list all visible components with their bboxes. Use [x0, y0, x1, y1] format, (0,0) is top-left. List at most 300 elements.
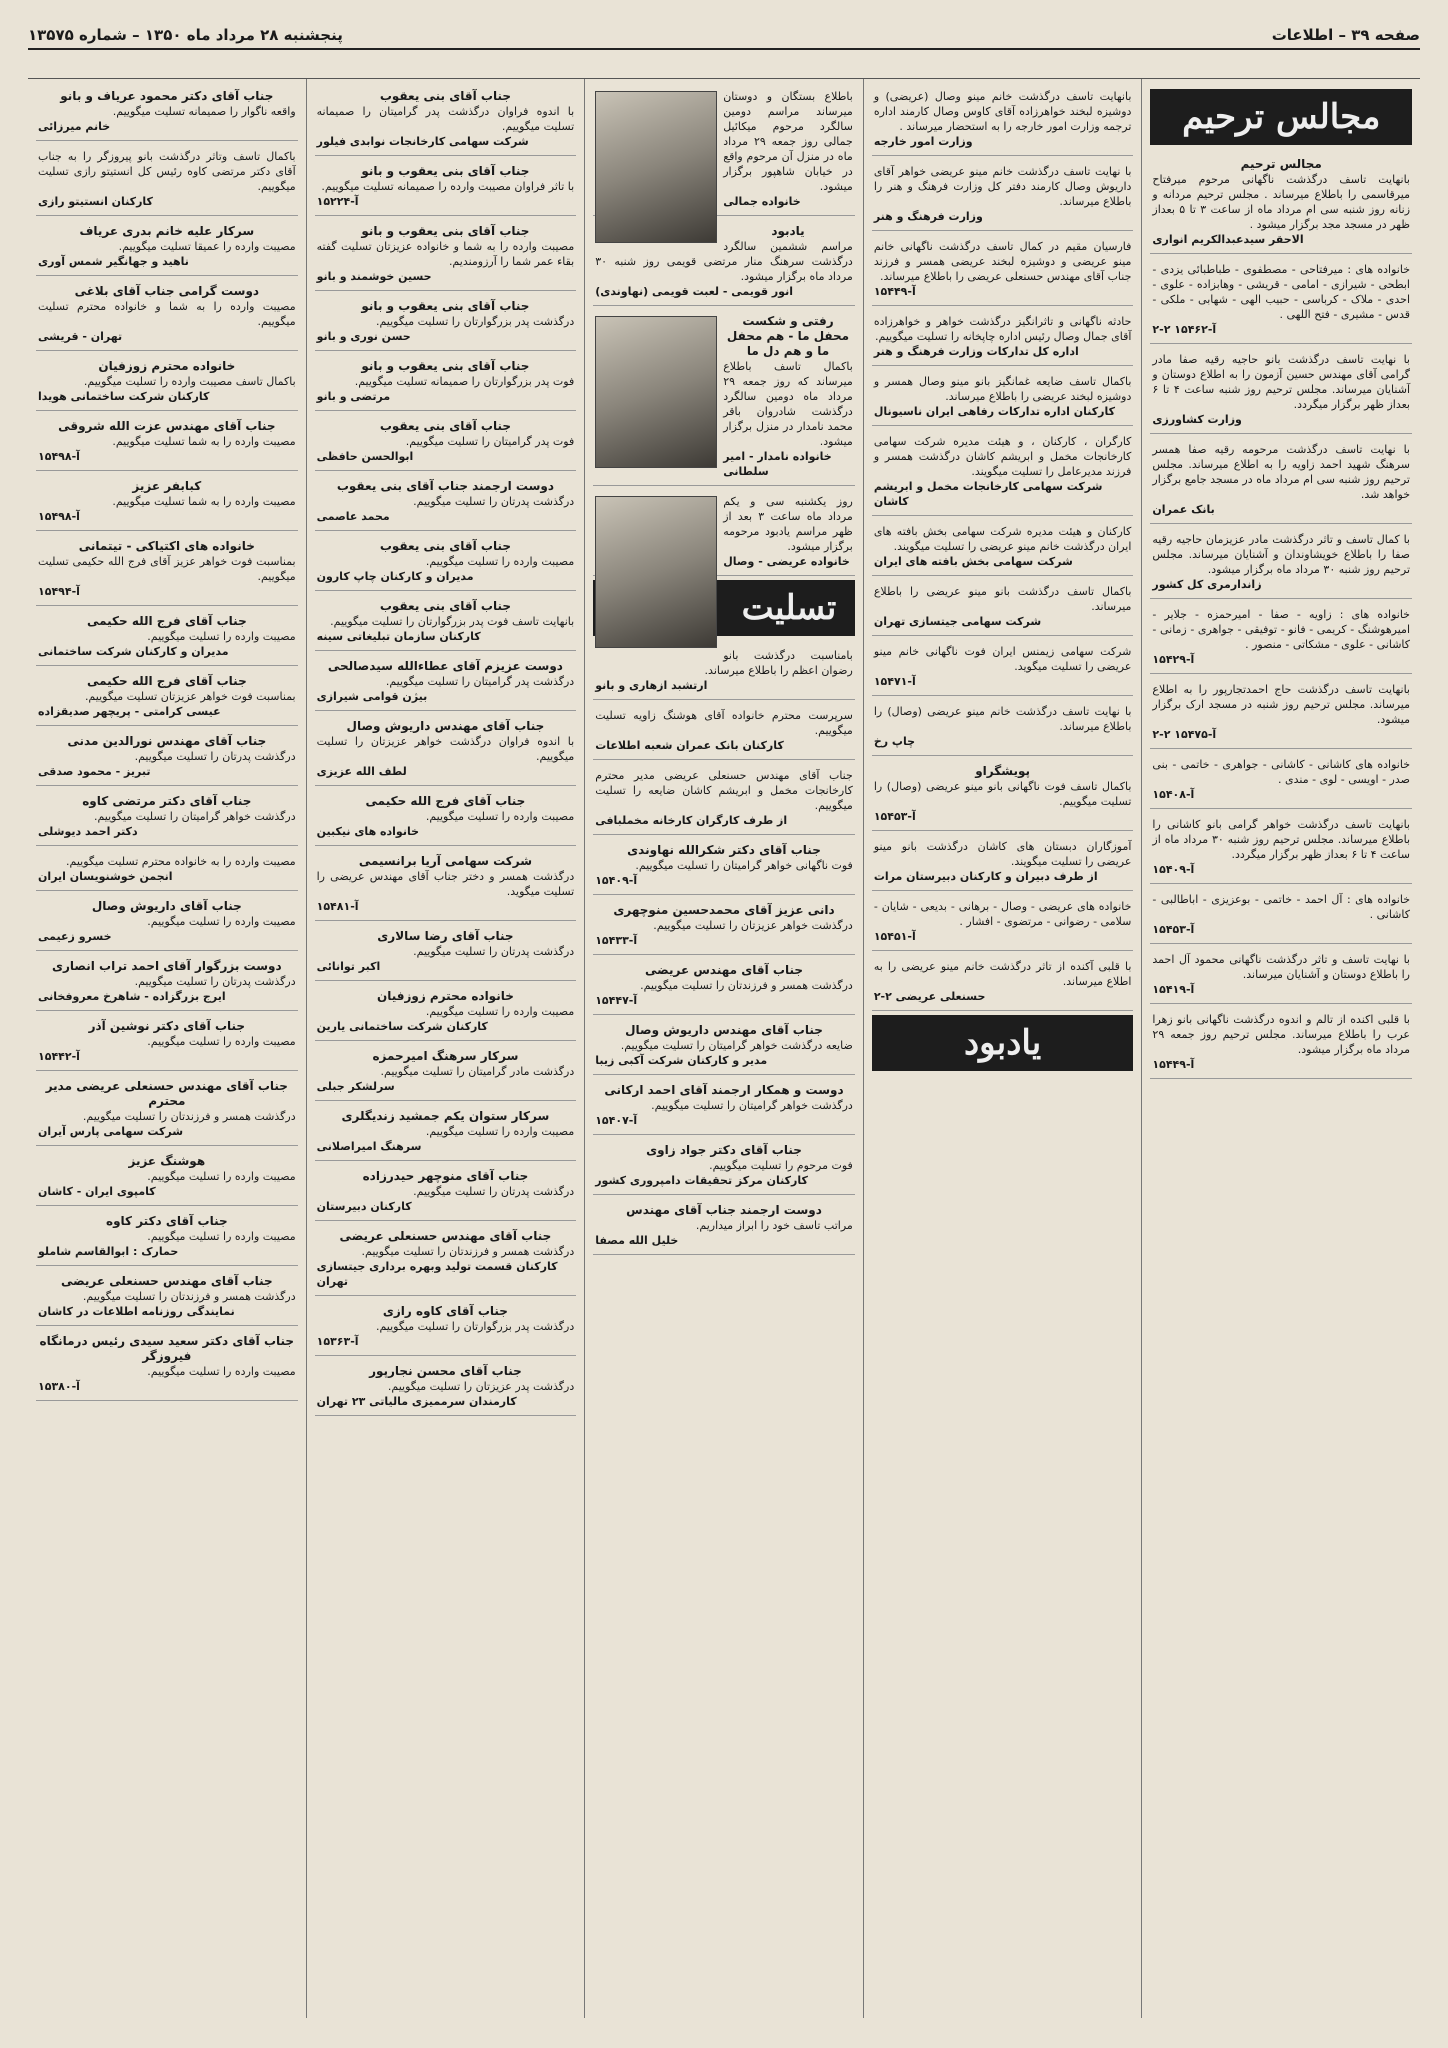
- notice: [36, 145, 298, 216]
- notice-title: جناب آقای محسن نجارپور: [369, 1364, 522, 1378]
- notice-signature: ابوالحسن حافظی: [316, 450, 414, 463]
- notice-signature: کارکنان شرکت ساختمانی یارین: [316, 1020, 488, 1033]
- notice: [872, 760, 1134, 831]
- notice-text: با کمال تاسف و تاثر درگذشت مادر عزیزمان حاجیه رقیه صفا را باطلاع خویشاوندان و آشنایان میرساند. مجلس ترحیم روز شنبه ۳۰ مرداد ماه برگزار میشود.: [1152, 533, 1410, 576]
- notice-text: شرکت سهامی زیمنس ایران فوت ناگهانی خانم مینو عریضی را تسلیت میگوید.: [873, 645, 1132, 673]
- notice-text: سرپرست محترم خانواده آقای هوشنگ زاویه تسلیت میگوییم.: [595, 709, 853, 737]
- notice-signature: آ-۱۵۲۲۴: [316, 195, 359, 208]
- notice: [315, 655, 577, 711]
- notice-title: جناب آقای بنی یعقوب و بانو: [361, 299, 530, 313]
- notice-signature: خانم میرزائی: [38, 120, 111, 133]
- banner-majales: مجالس ترحیم: [1150, 89, 1412, 145]
- notice-text: درگذشت مادر گرامیتان را تسلیت میگوییم.: [380, 1065, 575, 1078]
- notice-title: شرکت سهامی آریا برانسیمی: [358, 854, 533, 868]
- notice-text: مصیبت وارده را تسلیت میگوییم.: [425, 810, 575, 823]
- notice: [593, 1199, 855, 1255]
- notice-title: هوشنگ عزیز: [128, 1154, 206, 1168]
- notice: [315, 1300, 577, 1356]
- notice: [315, 595, 577, 651]
- notice-signature: کارکنان انستیتو رازی: [38, 195, 153, 208]
- notice-signature: آ-۱۵۴۴۲: [38, 1050, 80, 1063]
- notice-title: جناب آقای دکتر نوشین آذر: [88, 1019, 246, 1033]
- notice-title: جناب آقای دکتر مرتضی کاوه: [82, 794, 252, 808]
- notice: [315, 295, 577, 351]
- portrait-photo: [595, 91, 717, 243]
- notice-text: مراسم ششمین سالگرد درگذشت سرهنگ منار مرتضی قویمی روز شنبه ۳۰ مرداد ماه برگزار میشود.: [595, 240, 853, 283]
- notice: [593, 490, 855, 576]
- notice: [315, 715, 577, 786]
- notice-text: بانهایت تاسف درگذشت خانم مینو وصال (عریضی) و دوشیزه لبخند خواهرزاده آقای کاوس وصال کارمند اداره ترجمه وزارت امور خارجه را به استحضار میرساند .: [873, 90, 1132, 133]
- notice-title: جناب آقای رضا سالاری: [377, 929, 514, 943]
- notice-text: با نهایت تاسف درگذشت بانو حاجیه رقیه صفا مادر گرامی آقای مهندس حسین آزمون را به اطلاع دوستان و آشنایان میرساند. مجلس ترحیم روز شنبه ساعت ۴ تا ۶ بعداز ظهر برگزار میگردد.: [1152, 353, 1410, 411]
- notice-text: مصیبت وارده را به شما و خانواده عزیزتان تسلیت گفته بقاء عمر شما را آرزومندیم.: [316, 240, 575, 268]
- notice-text: بانهایت تاسف درگذشت حاج احمدتجارپور را به اطلاع میرساند. مجلس ترحیم روز شنبه در مسجد ارک برگزار میشود.: [1152, 683, 1410, 726]
- notice-text: مصیبت وارده را به شما تسلیت میگوییم.: [112, 495, 296, 508]
- notice-text: ضایعه درگذشت خواهر گرامیتان را تسلیت میگوییم.: [620, 1039, 853, 1052]
- notice-signature: مدیران و کارکنان چاپ کارون: [316, 570, 474, 583]
- notice-text: درگذشت پدرتان را تسلیت میگوییم.: [134, 750, 296, 763]
- notice-title: سرکار ستوان یکم جمشید زندیگلری: [341, 1109, 550, 1123]
- notice-text: باکمال تاسف مصیبت وارده را تسلیت میگوییم.: [83, 375, 296, 388]
- column-5: [28, 79, 306, 2018]
- notice-signature: سرهنگ امیراصلانی: [316, 1140, 422, 1153]
- notice-title: جناب آقای مهندس عزت الله شروقی: [58, 419, 276, 433]
- notice-signature: کارکنان سازمان تبلیغاتی سینه: [316, 630, 481, 643]
- notice: [36, 85, 298, 141]
- notice-signature: خسرو زعیمی: [38, 930, 112, 943]
- notice: [315, 1045, 577, 1101]
- notice-signature: آ-۱۵۴۹۸: [38, 510, 80, 523]
- notice: [315, 850, 577, 921]
- notice: [1150, 948, 1412, 1004]
- notice: [315, 220, 577, 291]
- notice-signature: از طرف کارگران کارخانه مخملبافی: [595, 814, 788, 827]
- notice-signature: لطف الله عزیزی: [316, 765, 407, 778]
- notice-text: درگذشت پدرتان را تسلیت میگوییم.: [413, 495, 575, 508]
- column-2: [863, 79, 1142, 2018]
- notice: [872, 895, 1134, 951]
- notice-title: جناب آقای فرج الله حکیمی: [365, 794, 526, 808]
- notice: [36, 535, 298, 606]
- notice-title: جناب آقای مهندس عریضی: [645, 963, 804, 977]
- notice-title: مجالس ترحیم: [1240, 157, 1322, 171]
- notice: [593, 644, 855, 700]
- notice-signature: عیسی کرامتی - پریچهر صدیقزاده: [38, 705, 221, 718]
- notice-signature: بانک عمران: [1152, 503, 1215, 516]
- notice: [1150, 258, 1412, 344]
- notice-title: جناب آقای دکتر کاوه: [106, 1214, 228, 1228]
- notice-signature: آ-۱۵۴۸۱: [316, 900, 359, 913]
- notice-text: روز یکشنبه سی و یکم مرداد ماه ساعت ۳ بعد از ظهر مراسم یادبود مرحومه برگزار میشود.: [723, 495, 853, 553]
- notice-signature: نمایندگی روزنامه اطلاعات در کاشان: [38, 1305, 235, 1318]
- notice-signature: آ-۱۵۴۰۹: [1152, 863, 1195, 876]
- notice-signature: بیژن قوامی شیرازی: [316, 690, 428, 703]
- notice-signature: کارکنان مرکز تحقیقات دامپروری کشور: [595, 1174, 808, 1187]
- notice: [315, 535, 577, 591]
- notice-title: کبابفر عزیز: [132, 479, 202, 493]
- notice-signature: آ-۱۵۳۶۳: [316, 1335, 359, 1348]
- portrait-photo: [595, 316, 717, 468]
- notice-title: سرکار سرهنگ امیرحمزه: [372, 1049, 519, 1063]
- notice-signature: ایرج بزرگزاده - شاهرخ معروفخانی: [38, 990, 226, 1003]
- notice: [36, 220, 298, 276]
- notice-text: بمناسبت فوت خواهر عزیزتان تسلیت میگوییم.: [84, 690, 296, 703]
- notice: [36, 895, 298, 951]
- notice: [593, 310, 855, 486]
- notice-signature: سرلشکر جبلی: [316, 1080, 395, 1093]
- notice: [36, 415, 298, 471]
- notice-text: بمناسبت فوت خواهر عزیز آقای فرج الله حکیمی تسلیت میگوییم.: [38, 555, 296, 583]
- notice-title: جناب آقای بنی یعقوب و بانو: [361, 224, 530, 238]
- column-4: [306, 79, 585, 2018]
- notice-signature: آ-۱۵۴۷۵ ۲-۲: [1152, 728, 1217, 741]
- notice-text: مصیبت وارده را به شما تسلیت میگوییم.: [112, 435, 296, 448]
- notice-signature: حمارک : ابوالقاسم شاملو: [38, 1245, 179, 1258]
- header-right: صفحه ۳۹ – اطلاعات: [1271, 26, 1420, 44]
- notice: [36, 610, 298, 666]
- notice-text: خانواده های : زاویه - صفا - امیرحمزه - جلایر - امیرهوشنگ - کریمی - فانو - توفیقی - جواهری - زمانی - کاشانی - علوی - مشکاتی - منصور .: [1152, 608, 1410, 651]
- notice: [36, 475, 298, 531]
- notice: [36, 280, 298, 351]
- notice: [593, 764, 855, 835]
- notice: [1150, 813, 1412, 884]
- notice-text: فوت پدر گرامیتان را تسلیت میگوییم.: [405, 435, 575, 448]
- notice-title: خانواده محترم زوزفیان: [98, 359, 236, 373]
- notice-title: جناب آقای مهندس حسنعلی عریضی مدیر محترم: [45, 1079, 288, 1108]
- notice-text: بامناسبت درگذشت بانو رضوان اعظم را باطلاع میرساند.: [704, 649, 853, 677]
- notice-signature: شرکت سهامی کارخانجات مخمل و ابریشم کاشان: [873, 480, 1103, 508]
- notice-text: مراتب تاسف خود را ابراز میداریم.: [695, 1219, 853, 1232]
- notice-title: دوست و همکار ارجمند آقای احمد ارکانی: [604, 1083, 844, 1097]
- notice: [36, 1075, 298, 1146]
- notice-signature: آ-۱۵۴۰۹: [595, 874, 638, 887]
- notice-text: فارسیان مقیم در کمال تاسف درگذشت ناگهانی خانم مینو عریضی و دوشیزه لبخند عریضی همسر و فرزند جناب آقای مهندس حسنعلی عریضی را باطلاع میرساند.: [873, 240, 1132, 283]
- notice-signature: خانواده جمالی: [723, 195, 801, 208]
- column-3: [584, 79, 863, 2018]
- notice-signature: کارمندان سرممیزی مالیاتی ۲۳ تهران: [316, 1395, 517, 1408]
- notice-title: جناب آقای بنی یعقوب: [379, 419, 511, 433]
- notice-title: رفتی و شکست محفل ما - هم محفل ما و هم دل ما: [726, 314, 850, 358]
- notice-text: خانواده های : میرفتاحی - مصطفوی - طباطبائی یزدی - ابطحی - شیرازی - امامی - قریشی - وهابزاده - علوی - احدی - ملاک - کرباسی - حبیب الهی - شهابی - ملکی - قدس - مشیری - فتح اللهی .: [1152, 263, 1410, 321]
- notice: [593, 839, 855, 895]
- notice-text: درگذشت خواهر عزیزتان را تسلیت میگوییم.: [653, 919, 853, 932]
- notice: [36, 790, 298, 846]
- notice-title: یادبود: [771, 224, 805, 238]
- notice: [1150, 603, 1412, 674]
- page-header: [28, 22, 1420, 50]
- notice-text: درگذشت پدرتان را تسلیت میگوییم.: [413, 945, 575, 958]
- notice: [315, 1360, 577, 1416]
- notice: [36, 955, 298, 1011]
- notice: [593, 704, 855, 760]
- notice-title: جناب آقای دکتر شکرالله نهاوندی: [627, 843, 821, 857]
- notice-text: جناب آقای مهندس حسنعلی عریضی مدیر محترم کارخانجات مخمل و ابریشم کاشان ضایعه را تسلیت میگوییم.: [595, 769, 853, 812]
- notice-title: دوست بزرگوار آقای احمد تراب انصاری: [52, 959, 282, 973]
- notice-title: دانی عزیز آقای محمدحسین منوچهری: [613, 903, 835, 917]
- notice-signature: چاپ رخ: [873, 735, 916, 748]
- notice-text: باکمال تاسف ضایعه غمانگیز بانو مینو وصال همسر و دوشیزه لبخند عریضی را باطلاع میرساند.: [873, 375, 1132, 403]
- notice: [872, 580, 1134, 636]
- notice-text: مصیبت وارده را تسلیت میگوییم.: [425, 1005, 575, 1018]
- notice-title: دوست ارجمند جناب آقای بنی یعقوب: [336, 479, 555, 493]
- notice-text: درگذشت همسر و دختر جناب آقای مهندس عریضی را تسلیت میگوید.: [316, 870, 575, 898]
- notice-text: درگذشت همسر و فرزندتان را تسلیت میگوییم.: [640, 979, 853, 992]
- notice-signature: آ-۱۵۴۶۲ ۲-۲: [1152, 323, 1217, 336]
- notice-signature: محمد عاصمی: [316, 510, 390, 523]
- notice: [593, 959, 855, 1015]
- notice-title: دوست عزیزم آقای عطاءالله سیدصالحی: [327, 659, 563, 673]
- notice: [872, 835, 1134, 891]
- notice-signature: تهران - قریشی: [38, 330, 123, 343]
- header-left: پنجشنبه ۲۸ مرداد ماه ۱۳۵۰ – شماره ۱۳۵۷۵: [28, 26, 343, 44]
- notice-signature: آ-۱۵۴۰۷: [595, 1114, 638, 1127]
- notice-text: کارکنان و هیئت مدیره شرکت سهامی بخش بافته های ایران درگذشت خانم مینو عریضی را تسلیت میگویند.: [873, 525, 1132, 553]
- notice-signature: آ-۱۵۴۴۹: [873, 285, 916, 298]
- notice-text: مصیبت وارده را تسلیت میگوییم.: [425, 1125, 575, 1138]
- notice-title: جناب آقای مهندس نورالدین مدنی: [67, 734, 267, 748]
- notice-title: جناب آقای مهندس داریوش وصال: [625, 1023, 823, 1037]
- notice-signature: آ-۱۵۴۵۳: [1152, 923, 1195, 936]
- notice-title: جناب آقای دکتر سعید سیدی رئیس درمانگاه فیروزگر: [39, 1334, 295, 1363]
- notice-text: باکمال تاسف فوت ناگهانی بانو مینو عریضی (وصال) را تسلیت میگوییم.: [873, 780, 1132, 808]
- notice-signature: کارکنان اداره تدارکات رفاهی ایران ناسیونال: [873, 405, 1116, 418]
- notice: [315, 475, 577, 531]
- notice-text: بانهایت تاسف فوت پدر بزرگوارتان را تسلیت میگوییم.: [330, 615, 575, 628]
- notice: [315, 1225, 577, 1296]
- notice-text: واقعه ناگوار را صمیمانه تسلیت میگوییم.: [112, 105, 296, 118]
- notice-signature: آ-۱۵۴۹۴: [38, 585, 80, 598]
- notice-title: جناب آقای بنی یعقوب: [379, 539, 511, 553]
- notice-title: جناب آقای دکتر محمود عریاف و بانو: [60, 89, 274, 103]
- notice: [872, 520, 1134, 576]
- notice-title: جناب آقای بنی یعقوب و بانو: [361, 164, 530, 178]
- notice: [36, 730, 298, 786]
- portrait-photo: [595, 496, 717, 648]
- notice: [36, 1150, 298, 1206]
- notice: [872, 310, 1134, 366]
- notice-text: درگذشت همسر و فرزندتان را تسلیت میگوییم.: [82, 1290, 296, 1303]
- notice-text: درگذشت پدر بزرگوارتان را تسلیت میگوییم.: [375, 1320, 575, 1333]
- notice-text: حادثه ناگهانی و تاثرانگیز درگذشت خواهر و خواهرزاده آقای جمال وصال رئیس اداره چاپخانه را تسلیت میگوییم.: [873, 315, 1132, 343]
- notice-signature: خانواده های نیکبین: [316, 825, 420, 838]
- notice-signature: اداره کل تدارکات وزارت فرهنگ و هنر: [873, 345, 1079, 358]
- notice: [36, 1015, 298, 1071]
- notice-text: درگذشت همسر و فرزندتان را تسلیت میگوییم.: [82, 1110, 296, 1123]
- notice-signature: آ-۱۵۴۵۳: [873, 810, 916, 823]
- notice-text: بانهایت تاسف درگذشت ناگهانی مرحوم میرفتاح میرقاسمی را باطلاع میرساند . مجلس ترحیم مردانه و زنانه روز شنبه سی ام مرداد ماه از ساعت ۳ تا ۵ بعداز ظهر در مسجد مجد برگزار میشود .: [1152, 173, 1411, 231]
- notice-signature: حسن نوری و بانو: [316, 330, 411, 343]
- notice-text: بانهایت تاسف درگذشت خواهر گرامی بانو کاشانی را باطلاع میرساند. مجلس ترحیم روز شنبه ۳۰ مرداد ماه از ساعت ۴ تا ۶ بعداز ظهر برگزار میگردد.: [1152, 818, 1411, 861]
- banner-yadbood: یادبود: [872, 1015, 1134, 1071]
- notice-text: درگذشت پدرتان را تسلیت میگوییم.: [413, 1185, 575, 1198]
- notice: [36, 1210, 298, 1266]
- notice: [1150, 528, 1412, 599]
- notice-text: کارگران ، کارکنان ، و هیئت مدیره شرکت سهامی کارخانجات مخمل و ابریشم کاشان درگذشت همسر و فرزند مدیرعامل را تسلیت میگویند.: [873, 435, 1132, 478]
- notice-text: مصیبت وارده را تسلیت میگوییم.: [425, 555, 575, 568]
- notice: [593, 1079, 855, 1135]
- notice: [1150, 438, 1412, 524]
- notice-title: جناب آقای داریوش وصال: [91, 899, 242, 913]
- notice: [315, 790, 577, 846]
- notice-signature: آ-۱۵۴۰۸: [1152, 788, 1195, 801]
- notice-signature: کارکنان شرکت ساختمانی هویدا: [38, 390, 210, 403]
- notice-signature: شرکت سهامی جیتسازی تهران: [873, 615, 1042, 628]
- notice: [872, 85, 1134, 156]
- notice-text: با نهایت تاسف درگذشت مرحومه رقیه صفا همسر سرهنگ شهید احمد زاویه را به اطلاع میرساند. مجلس ترحیم روز شنبه سی ام مرداد ماه در مسجد جامع برگزار خواهد شد.: [1152, 443, 1410, 501]
- banner-tasliyat: تسلیت: [593, 580, 855, 636]
- notice-text: مصیبت وارده را تسلیت میگوییم.: [147, 630, 296, 643]
- notice-text: خانواده های کاشانی - کاشانی - جواهری - خاتمی - بنی صدر - اویسی - لوی - مندی .: [1152, 758, 1410, 786]
- notice-signature: کارکنان بانک عمران شعبه اطلاعات: [595, 739, 784, 752]
- notice-signature: وزارت امور خارجه: [873, 135, 973, 148]
- notice: [593, 1019, 855, 1075]
- notice: [36, 850, 298, 891]
- notice: [315, 925, 577, 981]
- notice-signature: آ-۱۵۴۷۱: [873, 675, 916, 688]
- notice-text: مصیبت وارده را تسلیت میگوییم.: [147, 1365, 296, 1378]
- notice-text: مصیبت وارده را تسلیت میگوییم.: [147, 1170, 296, 1183]
- notice-signature: انجمن خوشنویسان ایران: [38, 870, 173, 883]
- notice-signature: آ-۱۵۴۴۹: [1152, 1058, 1195, 1071]
- notice-signature: دکتر احمد دیوشلی: [38, 825, 138, 838]
- notice-signature: آ-۱۵۴۴۷: [595, 994, 638, 1007]
- notice-signature: شرکت سهامی پارس آیران: [38, 1125, 184, 1138]
- notice-signature: آ-۱۵۳۸۰: [38, 1380, 80, 1393]
- notice-title: جناب آقای فرج الله حکیمی: [86, 614, 247, 628]
- notice: [1150, 153, 1412, 254]
- notice-text: مصیبت وارده را تسلیت میگوییم.: [147, 915, 296, 928]
- notice-text: با قلبی آکنده از تاثر درگذشت خانم مینو عریضی را به اطلاع میرساند.: [873, 960, 1132, 988]
- notice-signature: آ-۱۵۴۵۱: [873, 930, 916, 943]
- notice-title: جناب آقای بنی یعقوب: [379, 599, 511, 613]
- notice-text: با نهایت تاسف درگذشت خانم مینو عریضی (وصال) را باطلاع میرساند.: [873, 705, 1132, 733]
- notice: [872, 955, 1134, 1011]
- notice-text: با اندوه فراوان درگذشت پدر گرامیتان را صمیمانه تسلیت میگوییم.: [316, 105, 575, 133]
- notice: [315, 160, 577, 216]
- notice-signature: ناهید و جهانگیر شمس آوری: [38, 255, 189, 268]
- notice-signature: حسین خوشمند و بانو: [316, 270, 432, 283]
- notice-text: با نهایت تاسف و تاثر درگذشت ناگهانی محمود آل احمد را باطلاع دوستان و آشنایان میرساند.: [1152, 953, 1410, 981]
- notice: [872, 235, 1134, 306]
- columns-container: [28, 78, 1420, 2018]
- notice-signature: کارکنان قسمت تولید وبهره برداری جیتسازی تهران: [316, 1260, 558, 1288]
- notice-text: با قلبی اکنده از تالم و اندوه درگذشت ناگهانی بانو زهرا عرب را باطلاع میرساند. مجلس ترحیم روز جمعه ۲۹ مرداد ماه برگزار میشود.: [1152, 1013, 1410, 1056]
- notice: [872, 640, 1134, 696]
- notice: [872, 700, 1134, 756]
- notice-title: جناب آقای دکتر جواد زاوی: [646, 1143, 802, 1157]
- notice-text: مصیبت وارده را عمیقا تسلیت میگوییم.: [118, 240, 296, 253]
- notice: [1150, 888, 1412, 944]
- notice: [36, 670, 298, 726]
- notice-signature: شرکت سهامی بخش بافته های ایران: [873, 555, 1073, 568]
- notice-signature: اکبر توانائی: [316, 960, 381, 973]
- notice-title: جناب آقای بنی یعقوب و بانو: [361, 359, 530, 373]
- notice-title: جناب آقای بنی یعقوب: [379, 89, 511, 103]
- notice-signature: الاحقر سیدعبدالکریم انواری: [1152, 233, 1304, 246]
- notice-text: مصیبت وارده را به خانواده محترم تسلیت میگوییم.: [66, 855, 296, 868]
- notice-signature: شرکت سهامی کارخانجات نوابدی فیلور: [316, 135, 529, 148]
- notice-text: باکمال تاسف باطلاع میرساند که روز جمعه ۲۹ مرداد ماه دومین سالگرد درگذشت شادروان باقر محمد نامدار در منزل برگزار میشود.: [723, 360, 853, 448]
- notice-text: درگذشت خواهر گرامیتان را تسلیت میگوییم.: [651, 1099, 853, 1112]
- notice-text: با اندوه فراوان درگذشت خواهر عزیزتان را تسلیت میگوییم.: [316, 735, 575, 763]
- notice-title: جناب آقای منوچهر حیدرزاده: [362, 1169, 529, 1183]
- notice: [593, 1139, 855, 1195]
- notice-text: فوت مرحوم را تسلیت میگوییم.: [709, 1159, 853, 1172]
- notice-text: درگذشت پدر بزرگوارتان را تسلیت میگوییم.: [375, 315, 575, 328]
- notice: [315, 985, 577, 1041]
- notice-signature: تبریز - محمود صدقی: [38, 765, 151, 778]
- notice-signature: خانواده عریضی - وصال: [723, 555, 850, 568]
- notice: [593, 85, 855, 216]
- notice-signature: از طرف دبیران و کارکنان دبیرستان مرات: [873, 870, 1098, 883]
- notice: [872, 370, 1134, 426]
- notice-signature: خانواده نامدار - امیر سلطانی: [723, 450, 832, 478]
- notice: [36, 1270, 298, 1326]
- notice-title: سرکار علیه خانم بدری عریاف: [79, 224, 255, 238]
- notice-title: دوست ارجمند جناب آقای مهندس: [626, 1203, 822, 1217]
- notice: [1150, 348, 1412, 434]
- notice-title: جناب آقای فرج الله حکیمی: [86, 674, 247, 688]
- notice-signature: حسنعلی عریضی ۲-۲: [873, 990, 986, 1003]
- notice-signature: زاندارمری کل کشور: [1152, 578, 1262, 591]
- notice: [315, 415, 577, 471]
- notice-title: دوست گرامی جناب آقای بلاغی: [74, 284, 260, 298]
- notice: [872, 430, 1134, 516]
- notice: [1150, 678, 1412, 749]
- notice-signature: مدیران و کارکنان شرکت ساختمانی: [38, 645, 229, 658]
- notice: [872, 160, 1134, 231]
- notice-text: با نهایت تاسف درگذشت خانم مینو عریضی خواهر آقای داریوش وصال کارمند دفتر کل وزارت فرهنگ و هنر را باطلاع میرساند.: [873, 165, 1132, 208]
- notice-title: جناب آقای مهندس حسنعلی عریضی: [60, 1274, 273, 1288]
- notice-text: درگذشت پدر عزیزتان را تسلیت میگوییم.: [387, 1380, 575, 1393]
- notice: [1150, 1008, 1412, 1079]
- notice-text: آموزگاران دبستان های کاشان درگذشت بانو مینو عریضی را تسلیت میگویند.: [873, 840, 1132, 868]
- notice-title: خانواده های اکتیاکی - تیتمانی: [78, 539, 255, 553]
- notice: [593, 899, 855, 955]
- notice: [315, 85, 577, 156]
- notice: [315, 1165, 577, 1221]
- notice: [1150, 753, 1412, 809]
- column-1: [1141, 79, 1420, 2018]
- notice-text: مصیبت وارده را تسلیت میگوییم.: [147, 1230, 296, 1243]
- notice-title: جناب آقای کاوه رازی: [382, 1304, 508, 1318]
- notice: [36, 355, 298, 411]
- notice-signature: انور قویمی - لعبت قویمی (نهاوندی): [595, 285, 793, 298]
- notice-signature: آ-۱۵۴۳۳: [595, 934, 638, 947]
- notice-text: فوت پدر بزرگوارتان را صمیمانه تسلیت میگوییم.: [354, 375, 575, 388]
- notice-text: درگذشت خواهر گرامیتان را تسلیت میگوییم.: [93, 810, 296, 823]
- notice-text: باطلاع بستگان و دوستان میرساند مراسم دومین سالگرد مرحوم میکائیل جمالی روز جمعه ۲۹ مرداد ماه در منزل آن مرحوم واقع در خیابان شاهپور برگزار میشود.: [723, 90, 853, 193]
- notice-text: درگذشت پدرتان را تسلیت میگوییم.: [134, 975, 296, 988]
- notice: [36, 1330, 298, 1401]
- notice-text: باکمال تاسف درگذشت بانو مینو عریضی را باطلاع میرساند.: [873, 585, 1132, 613]
- notice: [315, 1105, 577, 1161]
- notice-text: با تاثر فراوان مصیبت وارده را صمیمانه تسلیت میگوییم.: [321, 180, 575, 193]
- notice-signature: آ-۱۵۴۹۸: [38, 450, 80, 463]
- notice-signature: وزارت فرهنگ و هنر: [873, 210, 983, 223]
- notice-title: خانواده محترم زوزفیان: [376, 989, 514, 1003]
- notice-text: درگذشت همسر و فرزندتان را تسلیت میگوییم.: [361, 1245, 575, 1258]
- notice-text: خانواده های عریضی - وصال - برهانی - بدیعی - شایان - سلامی - رضوانی - مرتضوی - افشار .: [873, 900, 1132, 928]
- notice-signature: وزارت کشاورزی: [1152, 413, 1242, 426]
- notice-signature: ارتشبد ازهاری و بانو: [595, 679, 708, 692]
- notice-signature: کارکنان دبیرستان: [316, 1200, 412, 1213]
- notice-title: پویشگراو: [975, 764, 1030, 778]
- notice-signature: آ-۱۵۴۱۹: [1152, 983, 1195, 996]
- notice-signature: خلیل الله مصفا: [595, 1234, 679, 1247]
- notice-title: جناب آقای مهندس حسنعلی عریضی: [339, 1229, 552, 1243]
- notice-signature: مدیر و کارکنان شرکت آکبی زیبا: [595, 1054, 768, 1067]
